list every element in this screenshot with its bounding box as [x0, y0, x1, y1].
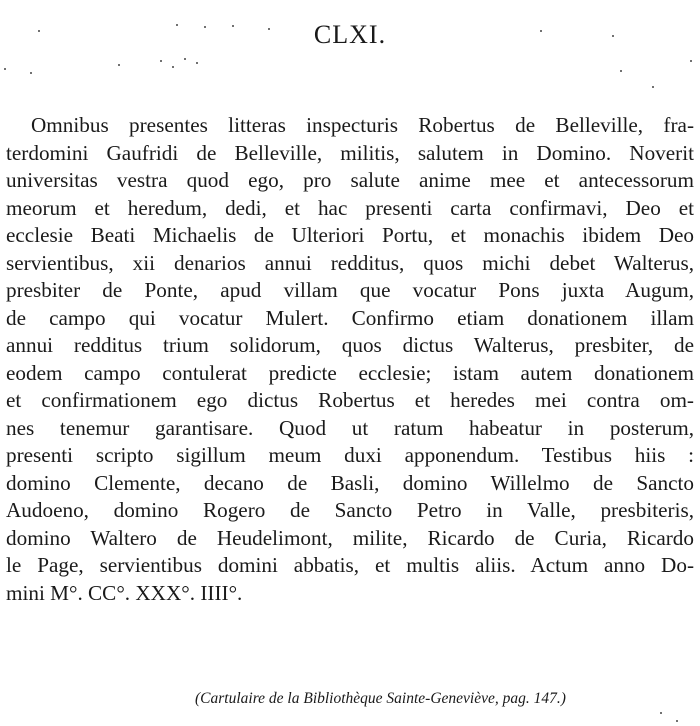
text-line: Omnibus presentes litteras inspecturis Robertus de Belleville, fra-	[31, 113, 694, 137]
scan-speck	[676, 720, 678, 722]
text-line: universitas vestra quod ego, pro salute anime mee et antecessorum	[6, 168, 694, 192]
scan-speck	[612, 35, 614, 37]
text-line: meorum et heredum, dedi, et hac presenti carta confirmavi, Deo et	[6, 195, 694, 220]
text-line: eodem campo contulerat predicte ecclesie; istam autem donationem	[6, 360, 694, 385]
scan-speck	[204, 26, 206, 28]
scan-speck	[184, 58, 186, 60]
scan-speck	[232, 25, 234, 27]
scan-speck	[30, 72, 32, 74]
scan-speck	[660, 712, 662, 714]
scan-speck	[118, 64, 120, 66]
scan-speck	[540, 30, 542, 32]
scan-speck	[620, 70, 622, 72]
text-line: mini M°. CC°. XXX°. IIII°.	[6, 580, 243, 605]
scan-speck	[160, 60, 162, 62]
text-line: servientibus, xii denarios annui redditus, quos michi debet Walterus,	[6, 250, 694, 275]
scan-speck	[176, 24, 178, 26]
text-line: annui redditus trium solidorum, quos dictus Walterus, presbiter, de	[6, 333, 694, 357]
text-line: presenti scripto sigillum meum duxi apponendum. Testibus hiis :	[6, 443, 694, 467]
charter-number-heading: CLXI.	[313, 20, 387, 49]
charter-body-text	[6, 112, 694, 607]
scan-speck	[196, 62, 198, 64]
text-line: et confirmationem ego dictus Robertus et heredes mei contra om-	[6, 388, 694, 412]
text-line: de campo qui vocatur Mulert. Confirmo etiam donationem illam	[6, 305, 694, 330]
scan-speck	[38, 30, 40, 32]
text-line: domino Clemente, decano de Basli, domino Willelmo de Sancto	[6, 470, 694, 495]
text-line: presbiter de Ponte, apud villam que vocatur Pons juxta Augum,	[6, 278, 694, 302]
scan-speck	[268, 28, 270, 30]
scan-speck	[690, 60, 692, 62]
text-line: Audoeno, domino Rogero de Sancto Petro in Valle, presbiteris,	[6, 498, 694, 522]
text-line: le Page, servientibus domini abbatis, et multis aliis. Actum anno Do-	[6, 553, 694, 577]
text-line: ecclesie Beati Michaelis de Ulteriori Portu, et monachis ibidem Deo	[6, 223, 694, 247]
source-citation: (Cartulaire de la Bibliothèque Sainte-Geneviève, pag. 147.)	[195, 690, 566, 707]
text-line: terdomini Gaufridi de Belleville, militis, salutem in Domino. Noverit	[6, 140, 694, 165]
text-line: nes tenemur garantisare. Quod ut ratum habeatur in posterum,	[6, 415, 694, 440]
scan-speck	[652, 86, 654, 88]
scan-speck	[4, 68, 6, 70]
text-line: domino Waltero de Heudelimont, milite, Ricardo de Curia, Ricardo	[6, 525, 694, 550]
scan-speck	[172, 66, 174, 68]
